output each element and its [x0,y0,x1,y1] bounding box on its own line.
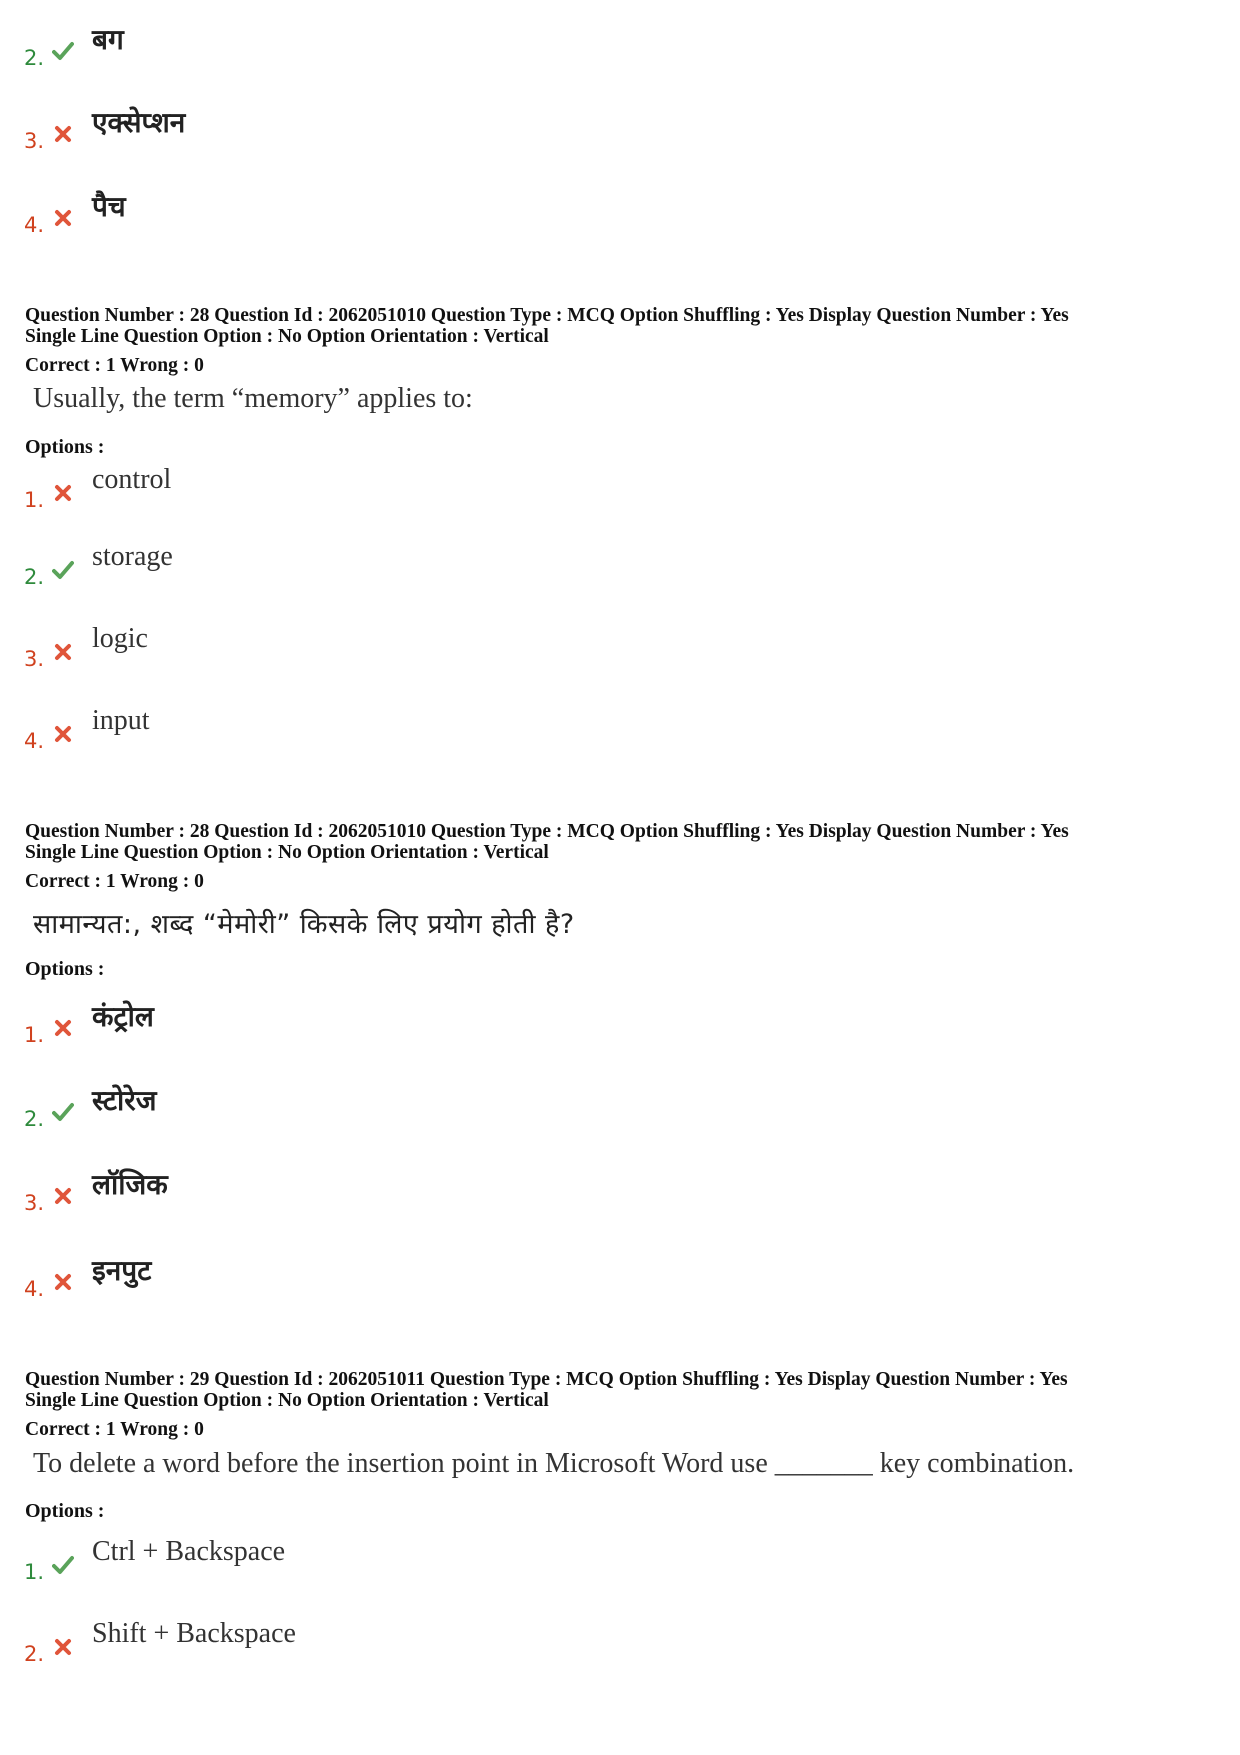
option-number: 1. [24,488,45,512]
option-item [24,23,924,96]
option-text: इनपुट [92,1254,152,1287]
cross-icon [52,641,74,663]
option-number: 2. [24,1642,45,1666]
cross-icon [52,1185,74,1207]
question-meta: Question Number : 29 Question Id : 2062051011 Question Type : MCQ Option Shuffling : Yes Display Question Number : Yes [25,1369,1068,1390]
option-number: 1. [24,1023,45,1047]
check-icon [52,40,74,62]
option-text: स्टोरेज [92,1084,157,1117]
option-item [24,1618,924,1692]
option-number: 2. [24,1107,45,1131]
option-item [24,1000,924,1073]
options-label: Options : [25,436,105,458]
cross-icon [52,723,74,745]
options-label: Options : [25,958,105,980]
option-text: control [92,464,172,495]
option-text: Ctrl + Backspace [92,1536,286,1567]
cross-icon [52,1017,74,1039]
question-meta-line2: Single Line Question Option : No Option Orientation : Vertical [25,842,549,863]
cross-icon [52,482,74,504]
option-item [24,106,924,179]
options-label: Options : [25,1500,105,1522]
cross-icon [52,123,74,145]
correct-wrong: Correct : 1 Wrong : 0 [25,1419,204,1440]
option-text: लॉजिक [92,1168,168,1201]
option-text: storage [92,541,173,572]
option-item [24,1168,924,1241]
option-text: बग [92,23,124,56]
option-number: 2. [24,46,45,70]
option-number: 4. [24,1277,45,1301]
option-number: 3. [24,129,45,153]
option-number: 2. [24,565,45,589]
option-item [24,541,924,615]
option-text: एक्सेप्शन [92,106,186,139]
option-number: 1. [24,1560,45,1584]
cross-icon [52,1271,74,1293]
option-item [24,190,924,263]
option-item [24,705,924,779]
option-text: Shift + Backspace [92,1618,296,1649]
option-item [24,623,924,697]
question-text: सामान्यत:, शब्द “मेमोरी” किसके लिए प्रयोग होती है? [33,909,575,940]
option-text: logic [92,623,148,654]
check-icon [52,1554,74,1576]
question-meta-line2: Single Line Question Option : No Option Orientation : Vertical [25,326,549,347]
question-meta-line2: Single Line Question Option : No Option Orientation : Vertical [25,1390,549,1411]
option-item [24,1536,924,1610]
option-number: 3. [24,1191,45,1215]
question-meta: Question Number : 28 Question Id : 2062051010 Question Type : MCQ Option Shuffling : Yes Display Question Number : Yes [25,305,1069,326]
option-item [24,1084,924,1157]
check-icon [52,1101,74,1123]
option-number: 4. [24,213,45,237]
question-text: To delete a word before the insertion point in Microsoft Word use _______ key combination. [33,1448,1075,1479]
option-item [24,464,924,538]
correct-wrong: Correct : 1 Wrong : 0 [25,355,204,376]
check-icon [52,559,74,581]
cross-icon [52,207,74,229]
correct-wrong: Correct : 1 Wrong : 0 [25,871,204,892]
option-text: कंट्रोल [92,1000,154,1033]
question-meta: Question Number : 28 Question Id : 2062051010 Question Type : MCQ Option Shuffling : Yes Display Question Number : Yes [25,821,1069,842]
option-text: input [92,705,150,736]
option-text: पैच [92,190,126,223]
option-number: 4. [24,729,45,753]
option-item [24,1254,924,1327]
question-text: Usually, the term “memory” applies to: [33,383,473,414]
option-number: 3. [24,647,45,671]
cross-icon [52,1636,74,1658]
